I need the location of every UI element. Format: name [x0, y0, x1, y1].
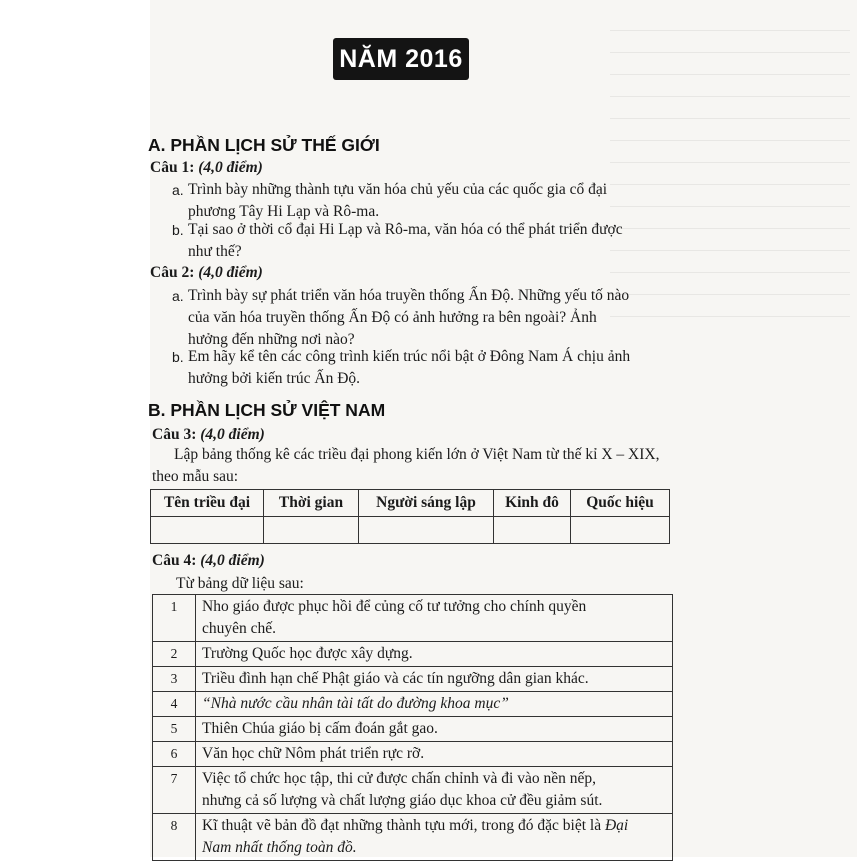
row-text: [196, 742, 673, 767]
table-row: [153, 667, 673, 692]
row-line: Nam nhất thống toàn đồ.: [202, 839, 357, 856]
row-line: “Nhà nước cầu nhân tài tất do đường khoa mục”: [202, 695, 509, 712]
item-line: Tại sao ở thời cổ đại Hi Lạp và Rô-ma, văn hóa có thể phát triển được: [188, 221, 623, 238]
question-label: Câu 1:: [150, 159, 195, 176]
item-line: Trình bày những thành tựu văn hóa chủ yếu của các quốc gia cổ đại: [188, 181, 608, 198]
row-line-part-italic: Đại: [604, 817, 629, 834]
item-line: phương Tây Hi Lạp và Rô-ma.: [188, 203, 380, 220]
item-line: Trình bày sự phát triển văn hóa truyền thống Ấn Độ. Những yếu tố nào: [188, 287, 630, 304]
item-label: b.: [172, 349, 184, 365]
table-row: [153, 692, 673, 717]
table-row: [153, 642, 673, 667]
row-text: [196, 642, 673, 667]
item-line: hưởng đến những nơi nào?: [188, 331, 355, 348]
question-points: (4,0 điểm): [200, 552, 265, 569]
row-line: Việc tổ chức học tập, thi cử được chấn chỉnh và đi vào nền nếp,: [202, 770, 597, 787]
question-points: (4,0 điểm): [198, 159, 263, 176]
row-number: 2: [153, 642, 196, 667]
item-label: a.: [172, 182, 184, 198]
table-header: Tên triều đại: [151, 490, 264, 517]
section-b-title: B. PHẦN LỊCH SỬ VIỆT NAM: [148, 400, 386, 420]
table-cell: [151, 517, 264, 544]
item-line: hưởng bởi kiến trúc Ấn Độ.: [188, 370, 361, 387]
table-header: Người sáng lập: [359, 490, 494, 517]
row-line: Văn học chữ Nôm phát triển rực rỡ.: [202, 745, 425, 762]
question-3-text: [174, 444, 674, 466]
row-number: 5: [153, 717, 196, 742]
question-2-heading: [150, 264, 263, 282]
question-3-text-cont: [152, 466, 652, 488]
table-header: Thời gian: [264, 490, 359, 517]
row-text: [196, 692, 673, 717]
item-line: Em hãy kể tên các công trình kiến trúc nổi bật ở Đông Nam Á chịu ảnh: [188, 348, 631, 365]
row-number: 6: [153, 742, 196, 767]
question-3-heading: [152, 426, 265, 444]
row-number: 1: [153, 595, 196, 642]
question-points: (4,0 điểm): [198, 264, 263, 281]
table-header: Quốc hiệu: [571, 490, 670, 517]
row-text: [196, 667, 673, 692]
question-label: Câu 2:: [150, 264, 195, 281]
table-cell: [571, 517, 670, 544]
para-line: Lập bảng thống kê các triều đại phong kiến lớn ở Việt Nam từ thế kỉ X – XIX,: [174, 446, 660, 463]
data-table: [152, 594, 673, 861]
para-line: theo mẫu sau:: [152, 468, 239, 485]
question-1-heading: [150, 159, 263, 177]
table-cell: [359, 517, 494, 544]
question-label: Câu 4:: [152, 552, 197, 569]
item-line: như thế?: [188, 243, 242, 260]
table-cell: [264, 517, 359, 544]
year-badge: NĂM 2016: [333, 38, 469, 80]
question-4-intro: Từ bảng dữ liệu sau:: [176, 575, 304, 592]
row-text: [196, 717, 673, 742]
row-text: [196, 767, 673, 814]
row-line-part: Kĩ thuật vẽ bản đồ đạt những thành tựu mới, trong đó đặc biệt là: [202, 817, 602, 834]
row-line: Thiên Chúa giáo bị cấm đoán gắt gao.: [202, 720, 438, 737]
row-number: 3: [153, 667, 196, 692]
item-label: a.: [172, 288, 184, 304]
table-row: [153, 767, 673, 814]
item-line: của văn hóa truyền thống Ấn Độ có ảnh hưởng ra bên ngoài? Ảnh: [188, 309, 597, 326]
row-line: chuyên chế.: [202, 620, 277, 637]
row-line: Nho giáo được phục hồi để củng cố tư tưởng cho chính quyền: [202, 598, 587, 615]
row-line: Triều đình hạn chế Phật giáo và các tín ngưỡng dân gian khác.: [202, 670, 589, 687]
dynasty-template-table: [150, 489, 670, 544]
table-row: [153, 717, 673, 742]
row-number: 7: [153, 767, 196, 814]
table-row: [153, 742, 673, 767]
item-label: b.: [172, 222, 184, 238]
question-4-heading: [152, 552, 265, 570]
table-cell: [494, 517, 571, 544]
row-number: 4: [153, 692, 196, 717]
question-points: (4,0 điểm): [200, 426, 265, 443]
question-label: Câu 3:: [152, 426, 197, 443]
row-line: Trường Quốc học được xây dựng.: [202, 645, 413, 662]
row-line: [202, 815, 666, 837]
row-line: nhưng cả số lượng và chất lượng giáo dục khoa cử đều giảm sút.: [202, 792, 603, 809]
section-a-title: A. PHẦN LỊCH SỬ THẾ GIỚI: [148, 135, 380, 155]
row-text: [196, 595, 673, 642]
table-row: [153, 814, 673, 861]
table-row: [153, 595, 673, 642]
table-header: Kinh đô: [494, 490, 571, 517]
row-number: 8: [153, 814, 196, 861]
row-text: [196, 814, 673, 861]
